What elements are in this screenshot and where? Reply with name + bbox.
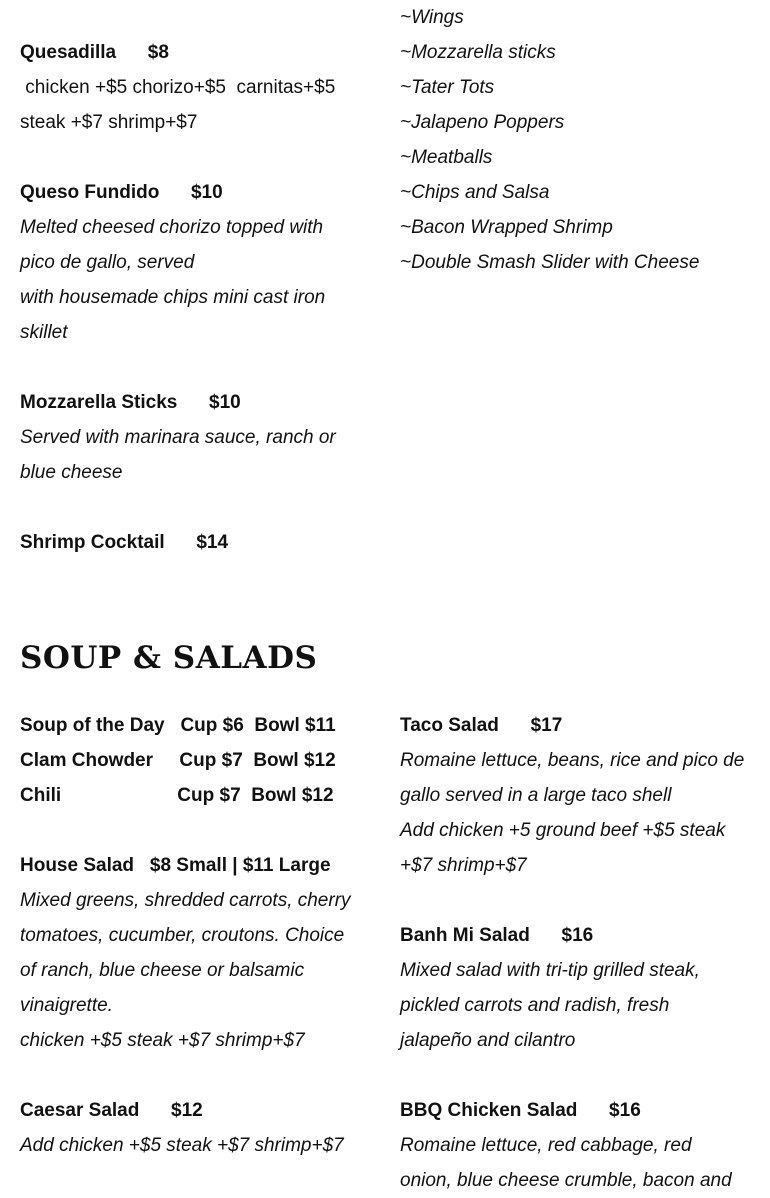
taco-salad-desc-1: Romaine lettuce, beans, rice and pico de [400, 750, 745, 771]
queso-fundido-desc-3: with housemade chips mini cast iron [20, 287, 326, 308]
queso-fundido-desc-4: skillet [20, 322, 68, 343]
mozzarella-sticks-desc-1: Served with marinara sauce, ranch or [20, 427, 336, 448]
banh-mi-salad-desc-2: pickled carrots and radish, fresh [400, 995, 670, 1016]
chili: Chili Cup $7 Bowl $12 [20, 785, 334, 806]
house-salad-desc-2: tomatoes, cucumber, croutons. Choice [20, 925, 345, 946]
appetizers-left-column [20, 35, 380, 560]
list-item: ~Meatballs [400, 147, 493, 168]
quesadilla-addons-1: chicken +$5 chorizo+$5 carnitas+$5 [20, 77, 336, 98]
house-salad-addons: chicken +$5 steak +$7 shrimp+$7 [20, 1030, 305, 1051]
mozzarella-sticks-desc-2: blue cheese [20, 462, 123, 483]
caesar-salad-title: Caesar Salad $12 [20, 1100, 203, 1121]
house-salad-desc-1: Mixed greens, shredded carrots, cherry [20, 890, 351, 911]
clam-chowder: Clam Chowder Cup $7 Bowl $12 [20, 750, 336, 771]
bbq-chicken-salad-title: BBQ Chicken Salad $16 [400, 1100, 641, 1121]
list-item: ~Tater Tots [400, 77, 495, 98]
taco-salad-addons-2: +$7 shrimp+$7 [400, 855, 527, 876]
queso-fundido-desc-1: Melted cheesed chorizo topped with [20, 217, 324, 238]
caesar-salad-addons: Add chicken +$5 steak +$7 shrimp+$7 [20, 1135, 344, 1156]
list-item: ~Mozzarella sticks [400, 42, 556, 63]
mozzarella-sticks-title: Mozzarella Sticks $10 [20, 392, 241, 413]
shrimp-cocktail-title: Shrimp Cocktail $14 [20, 532, 229, 553]
taco-salad-desc-2: gallo served in a large taco shell [400, 785, 672, 806]
soup-salads-left-column [20, 708, 380, 1163]
list-item: ~Chips and Salsa [400, 182, 550, 203]
banh-mi-salad-desc-1: Mixed salad with tri-tip grilled steak, [400, 960, 700, 981]
house-salad-title: House Salad $8 Small | $11 Large [20, 855, 331, 876]
soup-salads-right-column [400, 708, 760, 1198]
list-item: ~Bacon Wrapped Shrimp [400, 217, 613, 238]
house-salad-desc-4: vinaigrette. [20, 995, 113, 1016]
banh-mi-salad-desc-3: jalapeño and cilantro [400, 1030, 576, 1051]
section-heading-soup-salads: SOUP & SALADS [20, 640, 318, 676]
list-item: ~Jalapeno Poppers [400, 112, 565, 133]
quesadilla-title: Quesadilla $8 [20, 42, 169, 63]
list-item: ~Double Smash Slider with Cheese [400, 252, 700, 273]
list-item: ~Wings [400, 7, 464, 28]
house-salad-desc-3: of ranch, blue cheese or balsamic [20, 960, 305, 981]
bbq-chicken-salad-desc-1: Romaine lettuce, red cabbage, red [400, 1135, 692, 1156]
appetizers-right-column [400, 0, 760, 280]
taco-salad-title: Taco Salad $17 [400, 715, 563, 736]
taco-salad-addons-1: Add chicken +5 ground beef +$5 steak [400, 820, 726, 841]
quesadilla-addons-2: steak +$7 shrimp+$7 [20, 112, 198, 133]
queso-fundido-title: Queso Fundido $10 [20, 182, 223, 203]
soup-of-the-day: Soup of the Day Cup $6 Bowl $11 [20, 715, 336, 736]
bbq-chicken-salad-desc-2: onion, blue cheese crumble, bacon and [400, 1170, 732, 1191]
banh-mi-salad-title: Banh Mi Salad $16 [400, 925, 594, 946]
queso-fundido-desc-2: pico de gallo, served [20, 252, 195, 273]
